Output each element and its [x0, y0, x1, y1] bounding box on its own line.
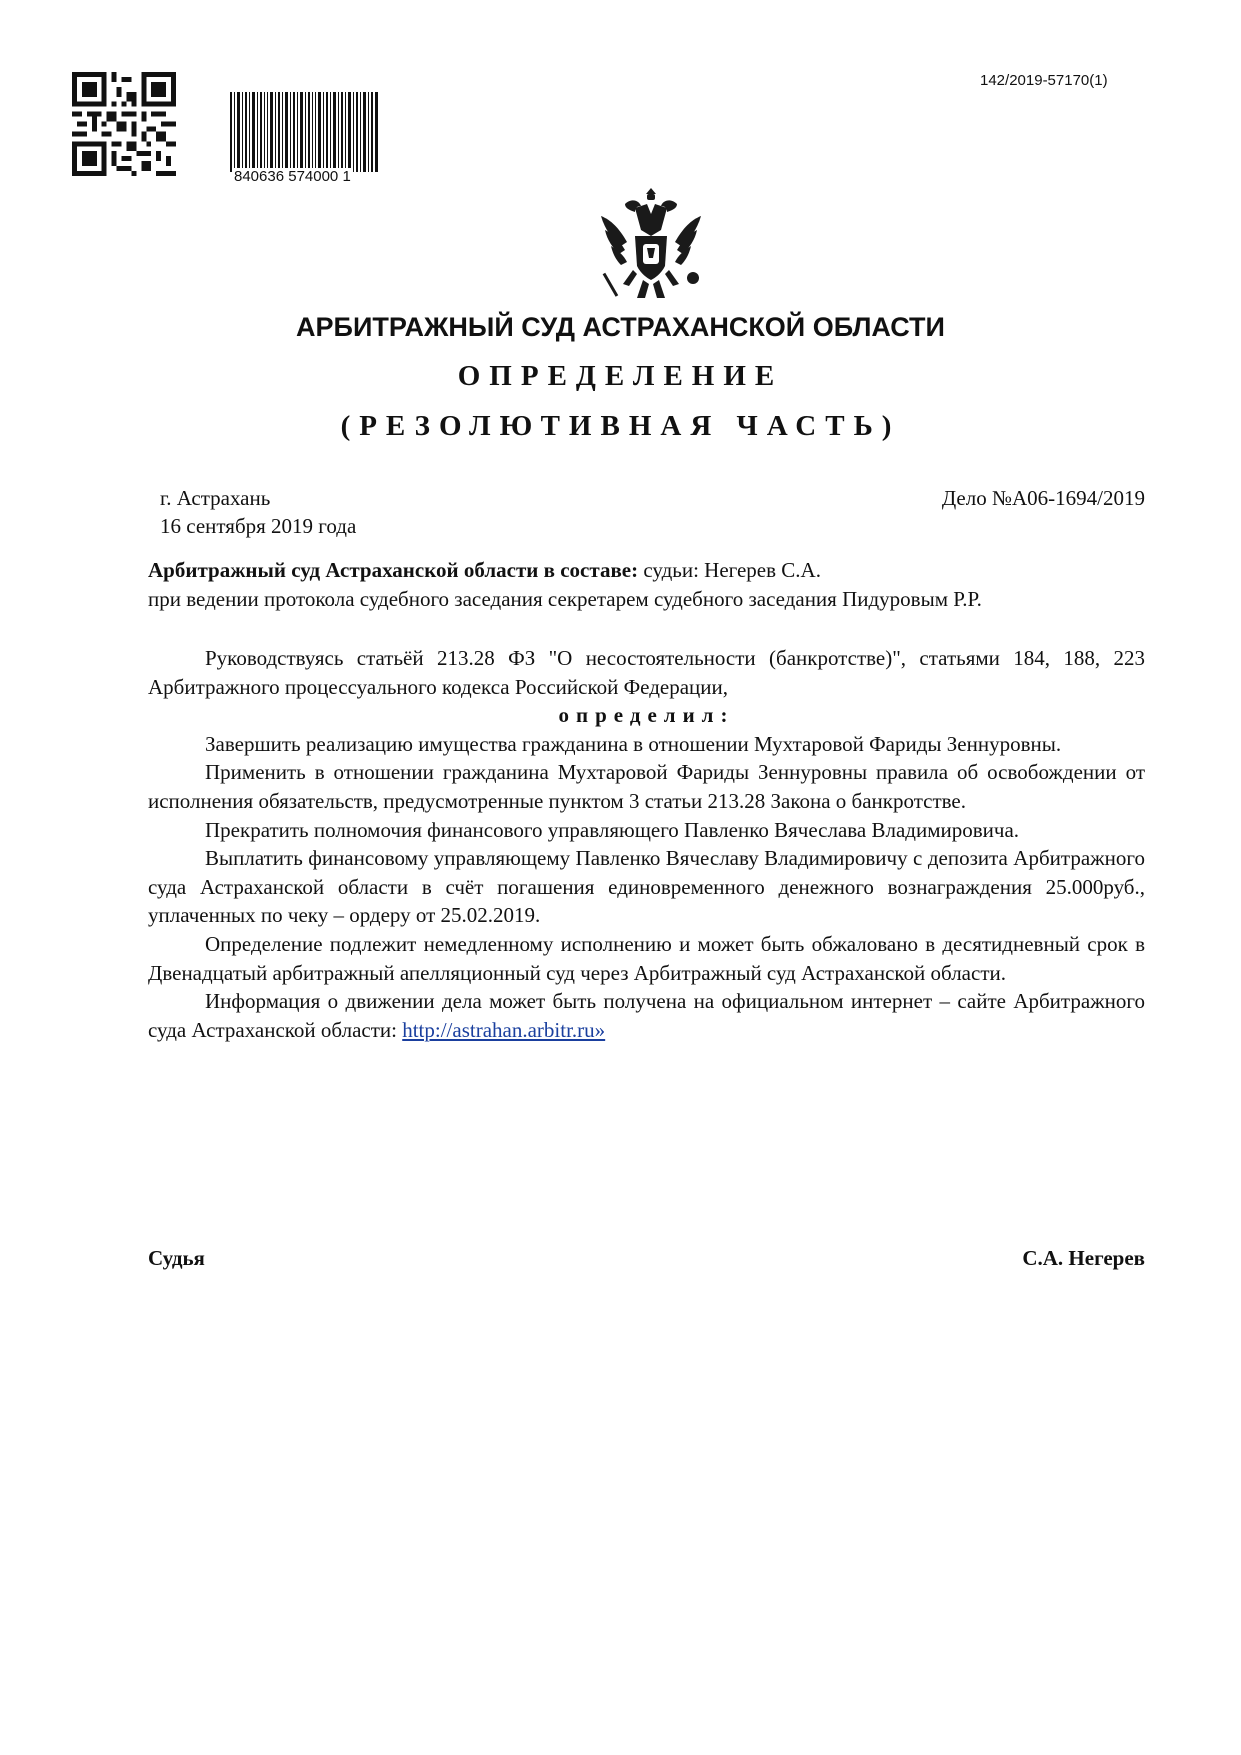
decided-heading: определил:	[558, 703, 735, 728]
preamble-paragraph: Руководствуясь статьёй 213.28 ФЗ "О несостоятельности (банкротстве)", статьями 184, 188, 223 Арбитражного процессуального кодекса Российской Федерации,	[148, 646, 1145, 699]
court-title: АРБИТРАЖНЫЙ СУД АСТРАХАНСКОЙ ОБЛАСТИ	[296, 312, 945, 342]
decision-date: 16 сентября 2019 года	[160, 514, 357, 538]
coat-of-arms-icon	[595, 186, 707, 304]
secretary-line: при ведении протокола судебного заседания секретарем судебного заседания Пидуровым Р.Р.	[148, 586, 982, 611]
barcode-digits: 840636 574000 1	[234, 168, 351, 185]
document-subtitle: (РЕЗОЛЮТИВНАЯ ЧАСТЬ)	[340, 410, 901, 442]
composition-judge: судьи: Негерев С.А.	[638, 558, 821, 582]
resolution-item: Применить в отношении гражданина Мухтаровой Фариды Зеннуровны правила об освобождении от исполнения обязательств, предусмотренные пунктом 3 статьи 213.28 Закона о банкротстве.	[148, 760, 1145, 813]
document-number: 142/2019-57170(1)	[980, 72, 1108, 89]
info-paragraph	[148, 987, 1145, 1044]
court-website-link[interactable]: http://astrahan.arbitr.ru»	[402, 1017, 606, 1042]
city: г. Астрахань	[160, 486, 271, 510]
composition-bold: Арбитражный суд Астраханской области в составе:	[148, 558, 639, 582]
signature-name: С.А. Негерев	[1022, 1246, 1145, 1270]
resolution-item: Завершить реализацию имущества гражданина в отношении Мухтаровой Фариды Зеннуровны.	[205, 731, 1062, 756]
barcode-icon	[230, 92, 378, 172]
resolution-item: Определение подлежит немедленному исполнению и может быть обжаловано в десятидневный срок в Двенадцатый арбитражный апелляционный суд через Арбитражный суд Астраханской области.	[148, 931, 1145, 985]
document-title: ОПРЕДЕЛЕНИЕ	[457, 360, 784, 392]
court-composition	[148, 556, 1145, 613]
info-text: Информация о движении дела может быть получена на официальном интернет – сайте Арбитражного суда Астраханской области:	[148, 989, 1145, 1042]
resolution-item: Выплатить финансовому управляющему Павленко Вячеславу Владимировичу с депозита Арбитражного суда Астраханской области в счёт погашения единовременного денежного вознаграждения 25.000руб., уплаченных по чеку – ордеру от 25.02.2019.	[148, 846, 1145, 928]
signature-label: Судья	[148, 1246, 205, 1270]
case-number: Дело №А06-1694/2019	[941, 486, 1145, 510]
resolution-item: Прекратить полномочия финансового управляющего Павленко Вячеслава Владимировича.	[205, 817, 1020, 842]
qr-code-icon	[72, 72, 176, 176]
composition-line	[148, 556, 1145, 585]
main-text	[148, 644, 1145, 1044]
